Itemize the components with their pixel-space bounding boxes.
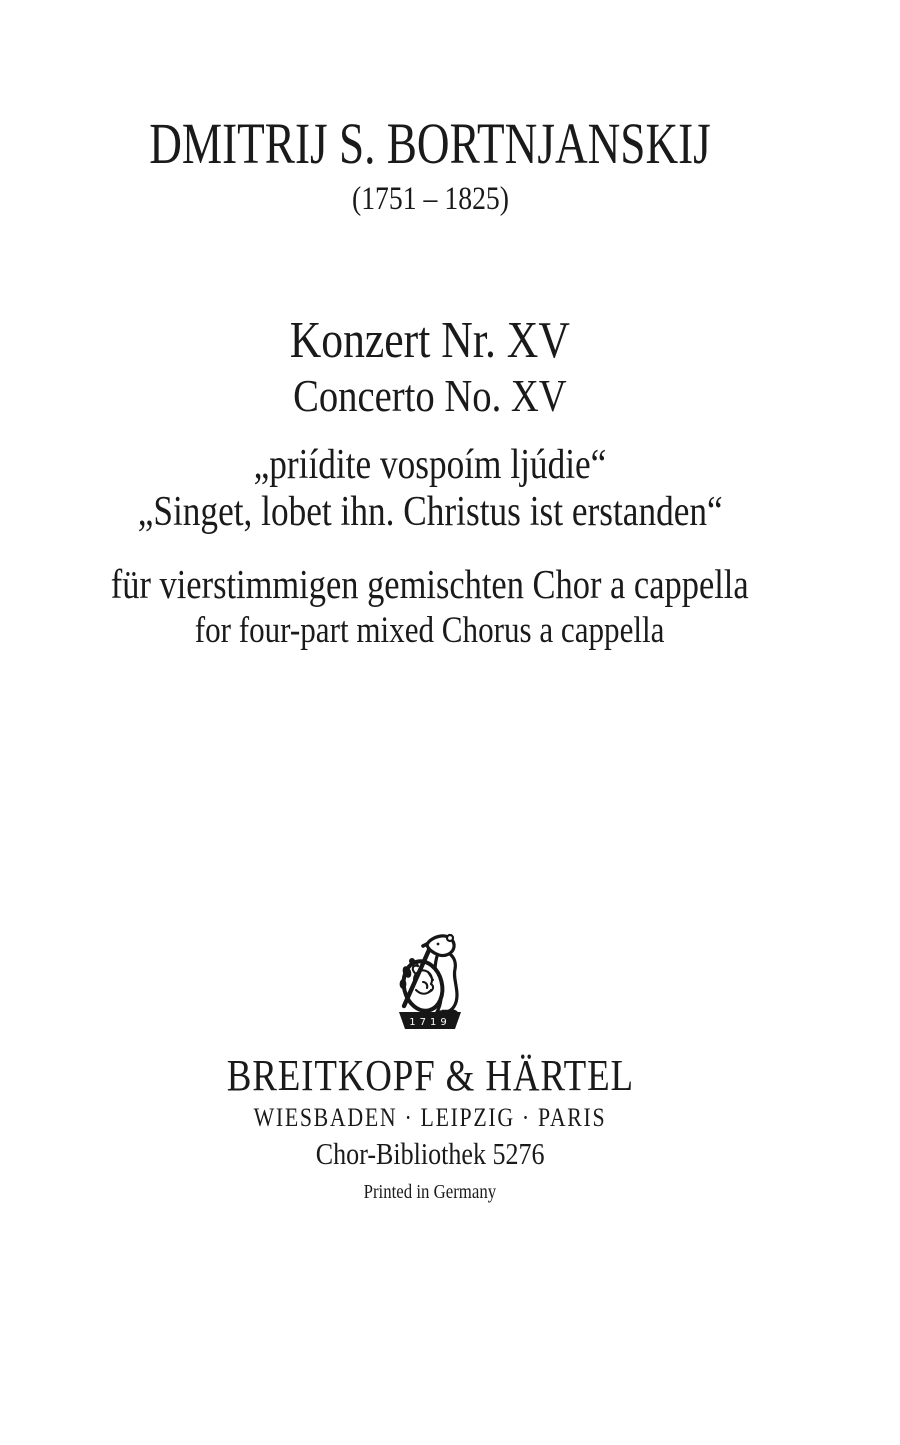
publisher-cities-text: WIESBADEN · LEIPZIG · PARIS	[253, 1103, 607, 1133]
logo-year: 1719	[409, 1017, 451, 1029]
composer-name-text: DMITRIJ S. BORTNJANSKIJ	[149, 111, 711, 176]
composer-life-dates	[0, 181, 860, 218]
title-page	[0, 112, 860, 1204]
series-number	[0, 1137, 860, 1172]
printed-in-germany-text: Printed in Germany	[363, 1181, 497, 1204]
work-title-english	[0, 370, 860, 422]
publisher-cities	[0, 1103, 860, 1132]
publisher-logo	[0, 933, 860, 1031]
publisher-name	[0, 1051, 860, 1100]
scoring-german	[0, 562, 860, 608]
scoring-english-text: for four-part mixed Chorus a cappella	[195, 609, 665, 651]
subtitle-german	[0, 489, 860, 536]
composer-life-dates-text: (1751 – 1825)	[351, 180, 509, 217]
bear-emblem-icon	[393, 933, 467, 1031]
work-title-german-text: Konzert Nr. XV	[289, 311, 571, 369]
publisher-name-text: BREITKOPF & HÄRTEL	[226, 1051, 634, 1101]
work-title-german	[0, 312, 860, 370]
subtitle-transliteration-text: „priídite vospoím ljúdie“	[253, 441, 607, 488]
printed-in-germany	[0, 1181, 860, 1203]
work-title-english-text: Concerto No. XV	[293, 370, 567, 422]
series-number-text: Chor-Bibliothek 5276	[315, 1136, 545, 1172]
subtitle-german-text: „Singet, lobet ihn. Christus ist erstanden“	[137, 488, 723, 535]
scoring-german-text: für vierstimmigen gemischten Chor a cappella	[111, 560, 749, 607]
composer-name	[0, 112, 860, 177]
scoring-english	[0, 610, 860, 651]
subtitle-transliteration	[0, 442, 860, 489]
